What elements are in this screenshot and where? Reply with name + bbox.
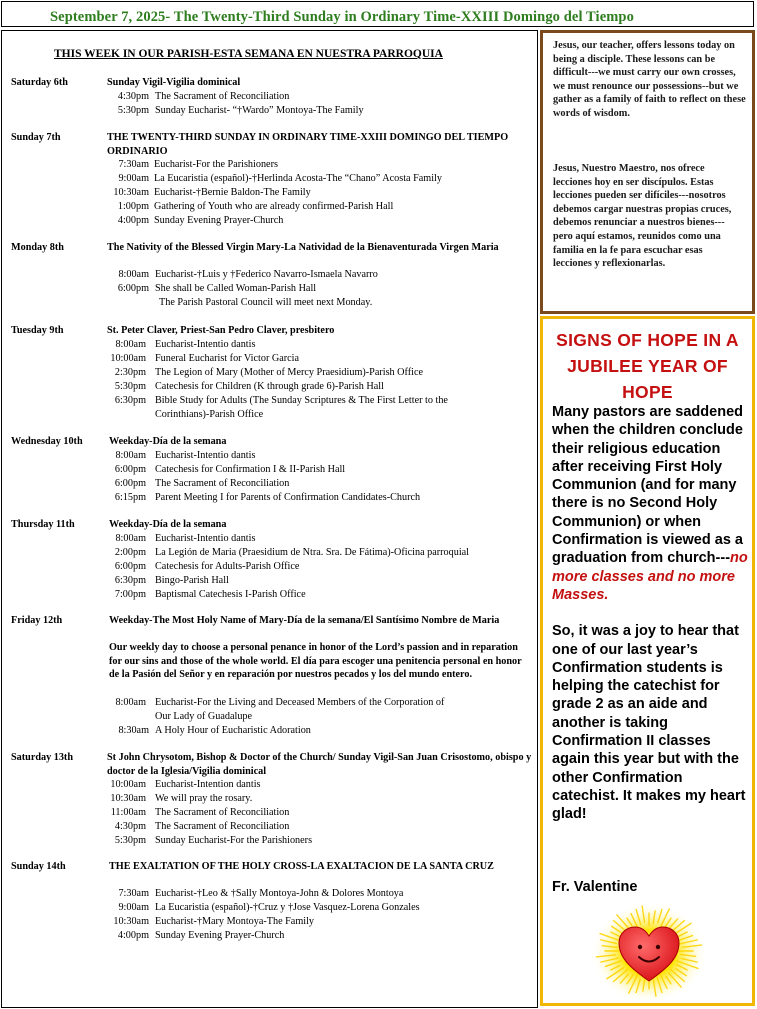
gospel-reflection-box bbox=[540, 30, 755, 314]
event-desc: Eucharist-Intentio dantis bbox=[155, 339, 256, 350]
event-desc: The Sacrament of Reconciliation bbox=[155, 821, 290, 832]
hope-paragraph: So, it was a joy to hear that one of our last year’s Confirmation students is helping the catechist for grade 2 as an aide and another is taking Confirmation II classes again this year but with the other Confirmation catechist. It makes my heart glad! bbox=[552, 623, 746, 823]
event-desc: Corinthians)-Parish Office bbox=[155, 409, 264, 420]
hope-emphasis: no more classes and no more Masses. bbox=[552, 550, 748, 603]
event-time: 8:30am bbox=[118, 725, 149, 736]
day-title: Weekday-The Most Holy Name of Mary-Día de la semana/El Santísimo Nombre de Maria bbox=[109, 615, 500, 626]
day-name: Tuesday 9th bbox=[11, 325, 64, 336]
event-time: 7:30am bbox=[118, 159, 149, 170]
event-time: 5:30pm bbox=[114, 381, 146, 392]
event-desc: Eucharist-†Leo & †Sally Montoya-John & Dolores Montoya bbox=[155, 888, 404, 899]
day-title: St John Chrysotom, Bishop & Doctor of the Church/ Sunday Vigil-San Juan Crisostomo, obispo y doctor de la Iglesia/Vigilia dominical bbox=[107, 752, 532, 777]
event-desc: Catechesis for Children (K through grade 6)-Parish Hall bbox=[155, 381, 384, 392]
event-desc: Sunday Eucharist-For the Parishioners bbox=[155, 835, 313, 846]
event-time: 10:00am bbox=[110, 353, 146, 364]
schedule-title: THIS WEEK IN OUR PARISH-ESTA SEMANA EN NUESTRA PARROQUIA bbox=[54, 48, 443, 60]
event-desc: Eucharist-Intention dantis bbox=[155, 779, 261, 790]
day-title: The Nativity of the Blessed Virgin Mary-La Natividad de la Bienaventurada Virgen Maria bbox=[107, 242, 499, 253]
event-time: 5:30pm bbox=[114, 835, 146, 846]
event-desc: Sunday Evening Prayer-Church bbox=[154, 215, 284, 226]
event-time: 7:00pm bbox=[114, 589, 146, 600]
event-time: 9:00am bbox=[118, 173, 149, 184]
day-title: Weekday-Día de la semana bbox=[109, 519, 227, 530]
event-desc: Catechesis for Confirmation I & II-Parish Hall bbox=[155, 464, 346, 475]
event-desc: We will pray the rosary. bbox=[155, 793, 253, 804]
event-desc: Eucharist-†Luis y †Federico Navarro-Ismaela Navarro bbox=[155, 269, 378, 280]
event-time: 2:00pm bbox=[114, 547, 146, 558]
event-time: 4:30pm bbox=[114, 821, 146, 832]
event-desc: The Parish Pastoral Council will meet next Monday. bbox=[159, 297, 373, 308]
event-time: 10:00am bbox=[110, 779, 146, 790]
event-time: 11:00am bbox=[110, 807, 146, 818]
day-name: Saturday 13th bbox=[11, 752, 73, 763]
event-time: 6:00pm bbox=[114, 478, 146, 489]
hope-title: SIGNS OF HOPE IN A JUBILEE YEAR OF HOPE bbox=[556, 330, 739, 402]
event-desc: La Eucaristia (español)-†Cruz y †Jose Vasquez-Lorena Gonzales bbox=[155, 902, 420, 913]
event-time: 10:30am bbox=[110, 793, 146, 804]
day-name: Wednesday 10th bbox=[11, 436, 83, 447]
header-banner bbox=[1, 1, 754, 27]
hope-paragraph bbox=[552, 403, 752, 604]
event-desc: Parent Meeting I for Parents of Confirmation Candidates-Church bbox=[155, 492, 421, 503]
event-desc: Our Lady of Guadalupe bbox=[155, 711, 253, 722]
event-desc: Bible Study for Adults (The Sunday Scriptures & The First Letter to the bbox=[155, 395, 448, 406]
event-desc: Eucharist-For the Living and Deceased Members of the Corporation of bbox=[155, 697, 445, 708]
day-name: Sunday 14th bbox=[11, 861, 66, 872]
event-desc: Eucharist-†Mary Montoya-The Family bbox=[155, 916, 315, 927]
weekly-schedule bbox=[1, 30, 538, 1008]
page-title: September 7, 2025- The Twenty-Third Sunday in Ordinary Time-XXIII Domingo del Tiempo bbox=[50, 9, 634, 25]
event-time: 4:30pm bbox=[117, 91, 149, 102]
reflection-english: Jesus, our teacher, offers lessons today on being a disciple. These lessons can be difficult---we must carry our own crosses, we must renounce our possessions--but we gather as a family of faith to reflect on these words of wisdom. bbox=[553, 40, 746, 119]
event-time: 4:00pm bbox=[117, 930, 149, 941]
event-desc: Eucharist-For the Parishioners bbox=[154, 159, 278, 170]
event-desc: A Holy Hour of Eucharistic Adoration bbox=[155, 725, 311, 736]
event-time: 5:30pm bbox=[117, 105, 149, 116]
event-desc: Gathering of Youth who are already confirmed-Parish Hall bbox=[154, 201, 394, 212]
event-desc: Eucharist-Intentio dantis bbox=[155, 450, 256, 461]
event-time: 6:30pm bbox=[114, 395, 146, 406]
event-time: 6:30pm bbox=[114, 575, 146, 586]
day-name: Saturday 6th bbox=[11, 77, 68, 88]
event-time: 8:00am bbox=[115, 450, 146, 461]
event-desc: Eucharist-Intentio dantis bbox=[155, 533, 256, 544]
day-title: Sunday Vigil-Vigilia dominical bbox=[107, 77, 241, 88]
event-desc: Catechesis for Adults-Parish Office bbox=[155, 561, 300, 572]
day-title: St. Peter Claver, Priest-San Pedro Claver, presbitero bbox=[107, 325, 335, 336]
day-name: Sunday 7th bbox=[11, 132, 61, 143]
event-time: 8:00am bbox=[115, 339, 146, 350]
day-name: Friday 12th bbox=[11, 615, 63, 626]
hope-paragraph-text: Many pastors are saddened when the children conclude their religious education after receiving First Holy Communion (and for many there is no Second Holy Communion) or when Confirmation is viewed as a graduation from church--- bbox=[552, 404, 743, 567]
signs-of-hope-box bbox=[540, 316, 755, 1006]
reflection-spanish: Jesus, Nuestro Maestro, nos ofrece lecciones hoy en ser discípulos. Estas lecciones pueden ser difíciles---nosotros debemos cargar nuestras propias cruces, debemos renunciar a nuestros bienes---pero aquí estamos, reunidos como una familia en la fe para escuchar esas lecciones y reflexionarlas. bbox=[553, 163, 732, 270]
event-time: 10:30am bbox=[113, 187, 149, 198]
event-desc: Sunday Eucharist- “†Wardo” Montoya-The Family bbox=[155, 105, 364, 116]
event-time: 8:00am bbox=[115, 697, 146, 708]
event-time: 6:15pm bbox=[114, 492, 146, 503]
day-title: Weekday-Día de la semana bbox=[109, 436, 227, 447]
event-desc: The Sacrament of Reconciliation bbox=[155, 478, 290, 489]
penance-paragraph: Our weekly day to choose a personal penance in honor of the Lord’s passion and in reparation for our sins and those of the whole world. El día para escoger una penitencia personal en honor de la Pasión del Señor y en reparación por nuestros pecados y los del mundo entero. bbox=[109, 642, 522, 681]
event-time: 7:30am bbox=[118, 888, 149, 899]
day-name: Monday 8th bbox=[11, 242, 64, 253]
event-time: 6:00pm bbox=[117, 283, 149, 294]
event-desc: The Legion of Mary (Mother of Mercy Praesidium)-Parish Office bbox=[155, 367, 424, 378]
event-time: 8:00am bbox=[115, 533, 146, 544]
event-time: 2:30pm bbox=[114, 367, 146, 378]
event-desc: Baptismal Catechesis I-Parish Office bbox=[155, 589, 306, 600]
event-time: 6:00pm bbox=[114, 464, 146, 475]
event-time: 1:00pm bbox=[117, 201, 149, 212]
event-desc: The Sacrament of Reconciliation bbox=[155, 807, 290, 818]
hope-body bbox=[552, 403, 752, 824]
event-desc: La Legión de Maria (Praesidium de Ntra. Sra. De Fátima)-Oficina parroquial bbox=[155, 547, 470, 558]
signature: Fr. Valentine bbox=[552, 879, 638, 895]
event-time: 6:00pm bbox=[114, 561, 146, 572]
event-desc: She shall be Called Woman-Parish Hall bbox=[155, 283, 317, 294]
event-desc: Sunday Evening Prayer-Church bbox=[155, 930, 285, 941]
event-desc: Eucharist-†Bernie Baldon-The Family bbox=[154, 187, 311, 198]
event-desc: The Sacrament of Reconciliation bbox=[155, 91, 290, 102]
event-desc: Funeral Eucharist for Victor Garcia bbox=[155, 353, 300, 364]
event-desc: La Eucaristia (español)-†Herlinda Acosta-The “Chano” Acosta Family bbox=[154, 173, 442, 184]
event-time: 4:00pm bbox=[117, 215, 149, 226]
day-name: Thursday 11th bbox=[11, 519, 75, 530]
event-time: 10:30am bbox=[113, 916, 149, 927]
day-title: THE TWENTY-THIRD SUNDAY IN ORDINARY TIME-XXIII DOMINGO DEL TIEMPO ORDINARIO bbox=[107, 132, 509, 157]
event-time: 9:00am bbox=[118, 902, 149, 913]
event-time: 8:00am bbox=[118, 269, 149, 280]
glowing-heart-icon bbox=[589, 897, 709, 1001]
day-title: THE EXALTATION OF THE HOLY CROSS-LA EXALTACION DE LA SANTA CRUZ bbox=[109, 861, 494, 872]
event-desc: Bingo-Parish Hall bbox=[155, 575, 229, 586]
